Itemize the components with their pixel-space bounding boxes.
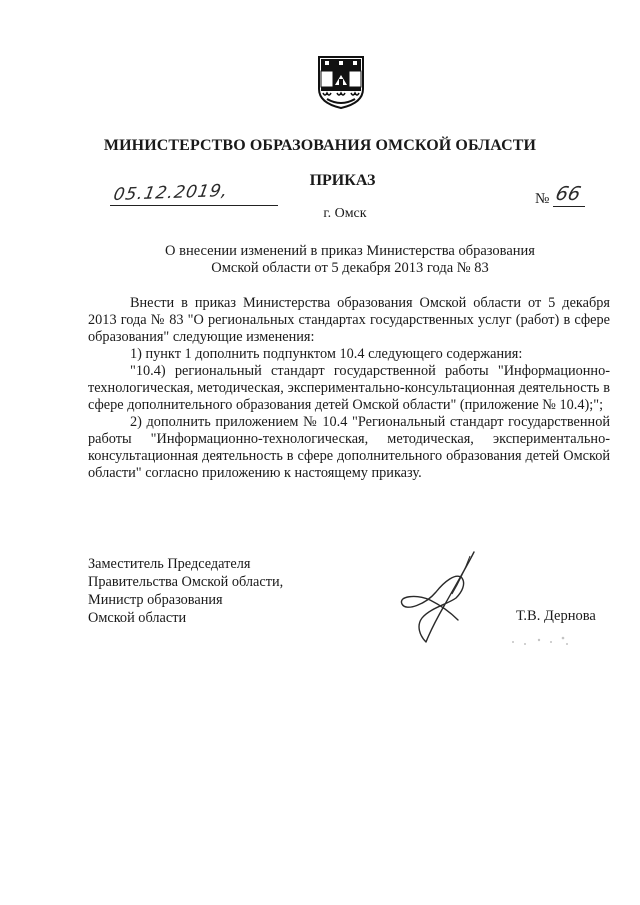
ministry-title: МИНИСТЕРСТВО ОБРАЗОВАНИЯ ОМСКОЙ ОБЛАСТИ	[103, 137, 537, 154]
city-label: г. Омск	[323, 206, 367, 221]
order-subject	[0, 243, 640, 277]
document-type-title: ПРИКАЗ	[309, 172, 376, 189]
handwritten-order-number: 66	[553, 183, 583, 205]
body-paragraph-item-1: 1) пункт 1 дополнить подпунктом 10.4 следующего содержания:	[130, 346, 523, 362]
subject-line-2: Омской области от 5 декабря 2013 года № 83	[211, 260, 489, 276]
handwritten-date: 05.12.2019,	[111, 181, 230, 205]
signatory-position	[88, 555, 283, 627]
signatory-line-3: Министр образования	[88, 592, 223, 608]
body-paragraph-intro: Внести в приказ Министерства образования Омской области от 5 декабря 2013 года № 83 "О региональных стандартах государственных услуг (работ) в сфере образования" следующие изменения:	[88, 295, 610, 345]
faint-stamp-mark	[505, 630, 575, 652]
handwritten-signature	[396, 548, 496, 648]
order-body	[88, 295, 610, 482]
body-paragraph-item-2: 2) дополнить приложением № 10.4 "Региональный стандарт государственной работы "Информационно-технологическая, методическая, экспериментально-консультационная деятельность в сфере дополнительного образования детей Омской области" согласно приложению к настоящему приказу.	[88, 414, 610, 481]
subject-line-1: О внесении изменений в приказ Министерства образования	[165, 243, 535, 259]
signatory-line-4: Омской области	[88, 610, 187, 626]
coat-of-arms-icon	[317, 55, 365, 109]
number-label: №	[535, 191, 550, 207]
signatory-line-1: Заместитель Председателя	[88, 556, 251, 572]
signer-name: Т.В. Дернова	[516, 608, 596, 624]
body-paragraph-quote: "10.4) региональный стандарт государственной работы "Информационно-технологическая, методическая, экспериментально-консультационная деятельность в сфере дополнительного образования детей Омской области" (приложение № 10.4);";	[88, 363, 610, 413]
signatory-line-2: Правительства Омской области,	[88, 574, 284, 590]
